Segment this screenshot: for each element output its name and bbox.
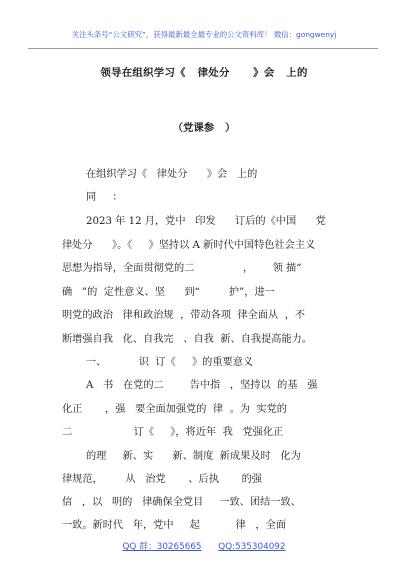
body-line: 思想为指导，全面贯彻党的二 ， 领 描“ xyxy=(62,263,302,274)
header-divider xyxy=(28,48,378,49)
footer xyxy=(0,539,408,552)
document-title: 领导在组织学习《 律处分 》会 上的 xyxy=(100,67,308,79)
body-line: 律规范， 从 治党 、后执 的强 xyxy=(62,474,262,485)
body-line: 一、 识 订《 》的重要意义 xyxy=(86,357,254,368)
qq-contact-label: QQ:535304092 xyxy=(218,542,286,552)
body-line: 一致。新时代 年，党中 起 律 ，全面 xyxy=(62,520,287,531)
body-line: 在组织学习《 律处分 》会 上的 xyxy=(86,169,258,180)
body-line: 的理 新、实 新、制度 新成果及时 化为 xyxy=(86,451,301,462)
body-line: 律处分 》。《 》坚持以 A 新时代中国特色社会主义 xyxy=(62,240,316,251)
body-line: 同 ： xyxy=(86,192,123,203)
body-line: 断增强自我 化、自我完 、自我 新、自我提高能力。 xyxy=(62,334,313,345)
body-line: 2023 年 12 月，党中 印发 订后的《中国 党 xyxy=(86,216,326,227)
body-line: 信 ，以 明的 律确保全党目 一致、团结一致、 xyxy=(62,497,301,508)
header-note: 关注头条号“公文研究”，获得最新最全最专业的公文资料库！ 微信：gongwenyj xyxy=(71,30,337,39)
body-line: 化正 ，强 要全面加强党的 律 。为 实党的 xyxy=(62,404,287,415)
body-line: A 书 在党的二 告中指 ，坚持以 的基 强 xyxy=(86,380,318,391)
body-line: 二 订《 》，将近年 我 党强化正 xyxy=(62,427,284,438)
body-line: 确 ”的 定性意义、坚 到“ 护”，进一 xyxy=(62,287,275,298)
body-line: 明党的政治 律和政治规 ，带动各项 律全面从 ，不 xyxy=(62,310,306,321)
document-subtitle: （党课参 ） xyxy=(172,122,236,134)
qq-group-label: QQ 群：30265665 xyxy=(122,542,202,552)
